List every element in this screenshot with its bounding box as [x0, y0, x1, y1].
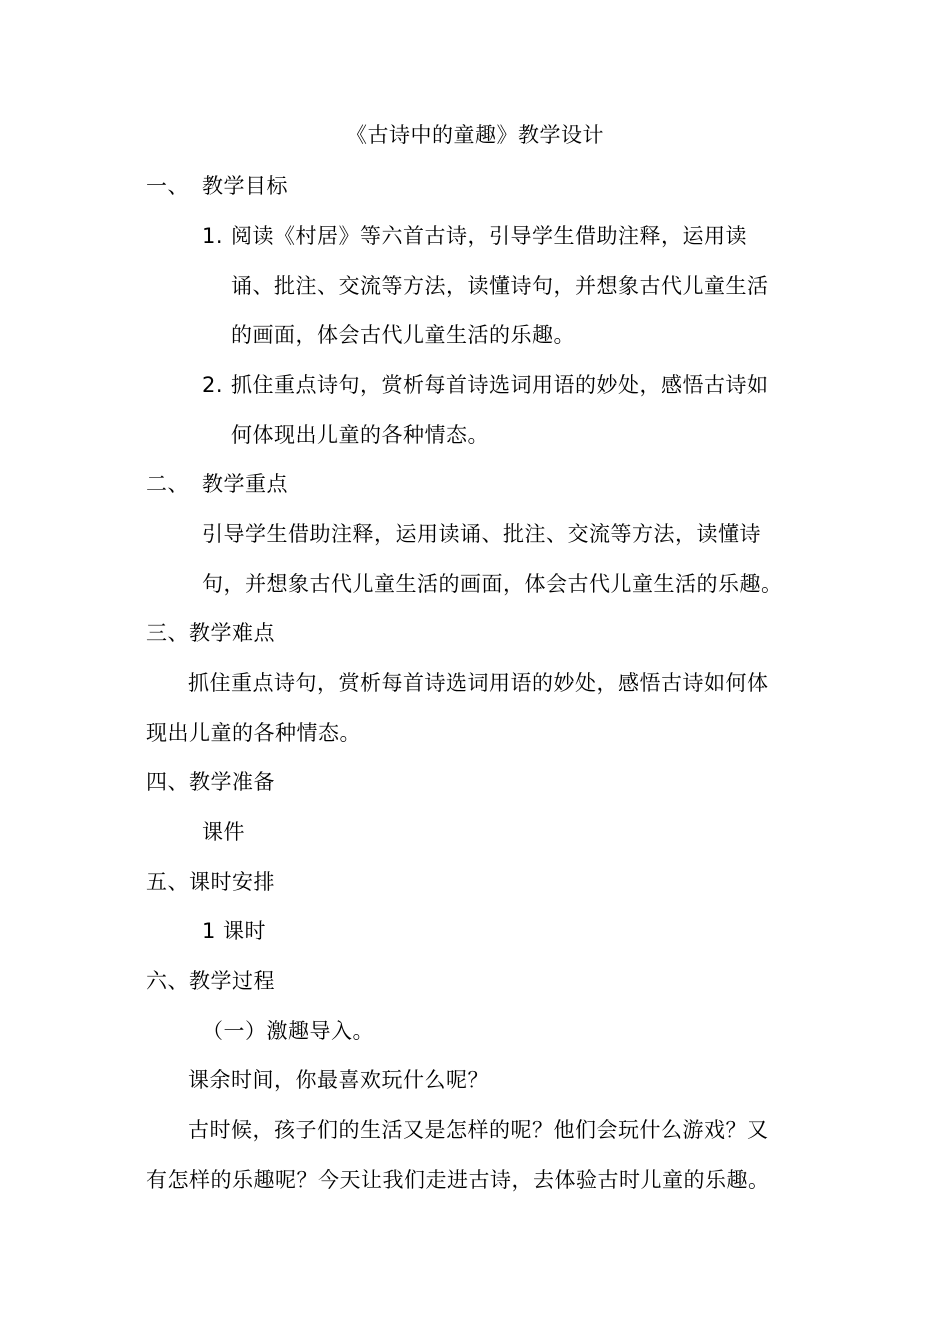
- preparation-content: 课件: [202, 820, 245, 844]
- process-line-2: 古时候，孩子们的生活又是怎样的呢？他们会玩什么游戏？又: [188, 1118, 769, 1142]
- objective-1-line-2: 诵、批注、交流等方法，读懂诗句，并想象古代儿童生活: [231, 274, 769, 298]
- process-line-3: 有怎样的乐趣呢？今天让我们走进古诗，去体验古时儿童的乐趣。: [146, 1168, 770, 1192]
- objective-1-line-3: 的画面，体会古代儿童生活的乐趣。: [231, 323, 575, 347]
- objective-2-line-2: 何体现出儿童的各种情态。: [231, 423, 489, 447]
- section5-heading: 五、课时安排: [146, 870, 275, 894]
- section4-heading: 四、教学准备: [146, 770, 275, 794]
- difficulty-line-1: 抓住重点诗句，赏析每首诗选词用语的妙处，感悟古诗如何体: [188, 671, 769, 695]
- section2-heading: 教学重点: [202, 472, 288, 496]
- objective-1-line-1: 阅读《村居》等六首古诗，引导学生借助注释，运用读: [231, 224, 747, 248]
- document-title: 《古诗中的童趣》教学设计: [346, 123, 604, 147]
- section3-heading: 三、教学难点: [146, 621, 275, 645]
- key-point-line-1: 引导学生借助注释，运用读诵、批注、交流等方法，读懂诗: [202, 522, 761, 546]
- section1-heading: 教学目标: [202, 174, 288, 198]
- section6-heading: 六、教学过程: [146, 969, 275, 993]
- section2-marker: 二、: [146, 472, 189, 496]
- objective-2-line-1: 抓住重点诗句，赏析每首诗选词用语的妙处，感悟古诗如: [231, 373, 769, 397]
- difficulty-line-2: 现出儿童的各种情态。: [146, 721, 361, 745]
- objective-2-number: 2.: [202, 373, 224, 397]
- section1-marker: 一、: [146, 174, 189, 198]
- schedule-content: 1 课时: [202, 919, 267, 943]
- process-line-1: 课余时间，你最喜欢玩什么呢？: [188, 1068, 489, 1092]
- objective-1-number: 1.: [202, 224, 224, 248]
- process-subheading-1: （一）激趣导入。: [202, 1019, 374, 1043]
- key-point-line-2: 句，并想象古代儿童生活的画面，体会古代儿童生活的乐趣。: [202, 572, 783, 596]
